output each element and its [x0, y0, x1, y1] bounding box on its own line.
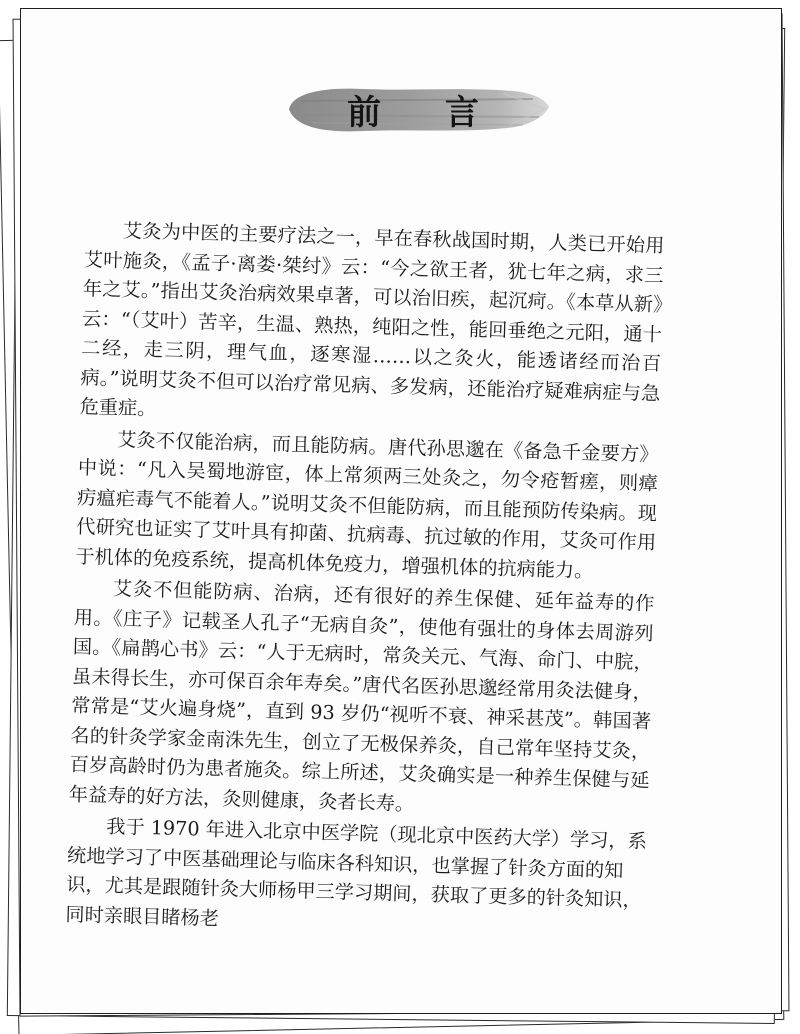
title-banner — [283, 79, 551, 139]
page-title: 前 言 — [347, 93, 505, 133]
document-page — [20, 8, 782, 1014]
paragraph: 艾灸为中医的主要疗法之一，早在春秋战国时期，人类已开始用艾叶施灸，《孟子·离娄·桀纣》云：“今之欲王者，犹七年之病，求三年之艾。”指出艾灸治病效果卓著，可以治旧疾，起沉疴。《本草从新》云：“（艾叶）苦辛，生温、熟热，纯阳之性，能回垂绝之元阳，通十二经，走三阴，理气血，逐寒湿……以之灸火，能透诸经而治百病。”说明艾灸不但可以治疗常见病、多发病，还能治疗疑难病症与急危重症。 — [79, 219, 665, 421]
paragraph: 艾灸不仅能治病，而且能防病。唐代孙思邈在《备急千金要方》中说：“凡入吴蜀地游宦，体上常须两三处灸之，勿令疮暂瘥，则瘴疠瘟疟毒气不能着人。”说明艾灸不但能防病，而且能预防传染病。现代研究也证实了艾叶具有抑菌、抗病毒、抗过敏的作用，艾灸可作用于机体的免疫系统，提高机体免疫力，增强机体的抗病能力。 — [75, 427, 659, 582]
body-text — [65, 215, 665, 947]
paragraph: 艾灸不但能防病、治病，还有很好的养生保健、延年益寿的作用。《庄子》记载圣人孔子“无病自灸”，使他有强壮的身体去周游列国。《扁鹊心书》云：“人于无病时，常灸关元、气海、命门、中脘，虽未得长生，亦可保百余年寿矣。”唐代名医孙思邈经常用灸法健身，常常是“艾火遍身烧”，直到 93 岁仍“视听不衰、神采甚茂”。韩国著名的针灸学家金南洙先生，创立了无极保养灸，自己常年坚持艾灸，百岁高龄时仍为患者施灸。综上所述，艾灸确实是一种养生保健与延年益寿的好方法，灸则健康，灸者长寿。 — [68, 576, 655, 815]
paragraph: 我于 1970 年进入北京中医学院（现北京中医药大学）学习，系统地学习了中医基础理论与临床各科知识，也掌握了针灸方面的知识，尤其是跟随针灸大师杨甲三学习期间，获取了更多的针灸知识，同时亲眼目睹杨老 — [65, 814, 648, 930]
